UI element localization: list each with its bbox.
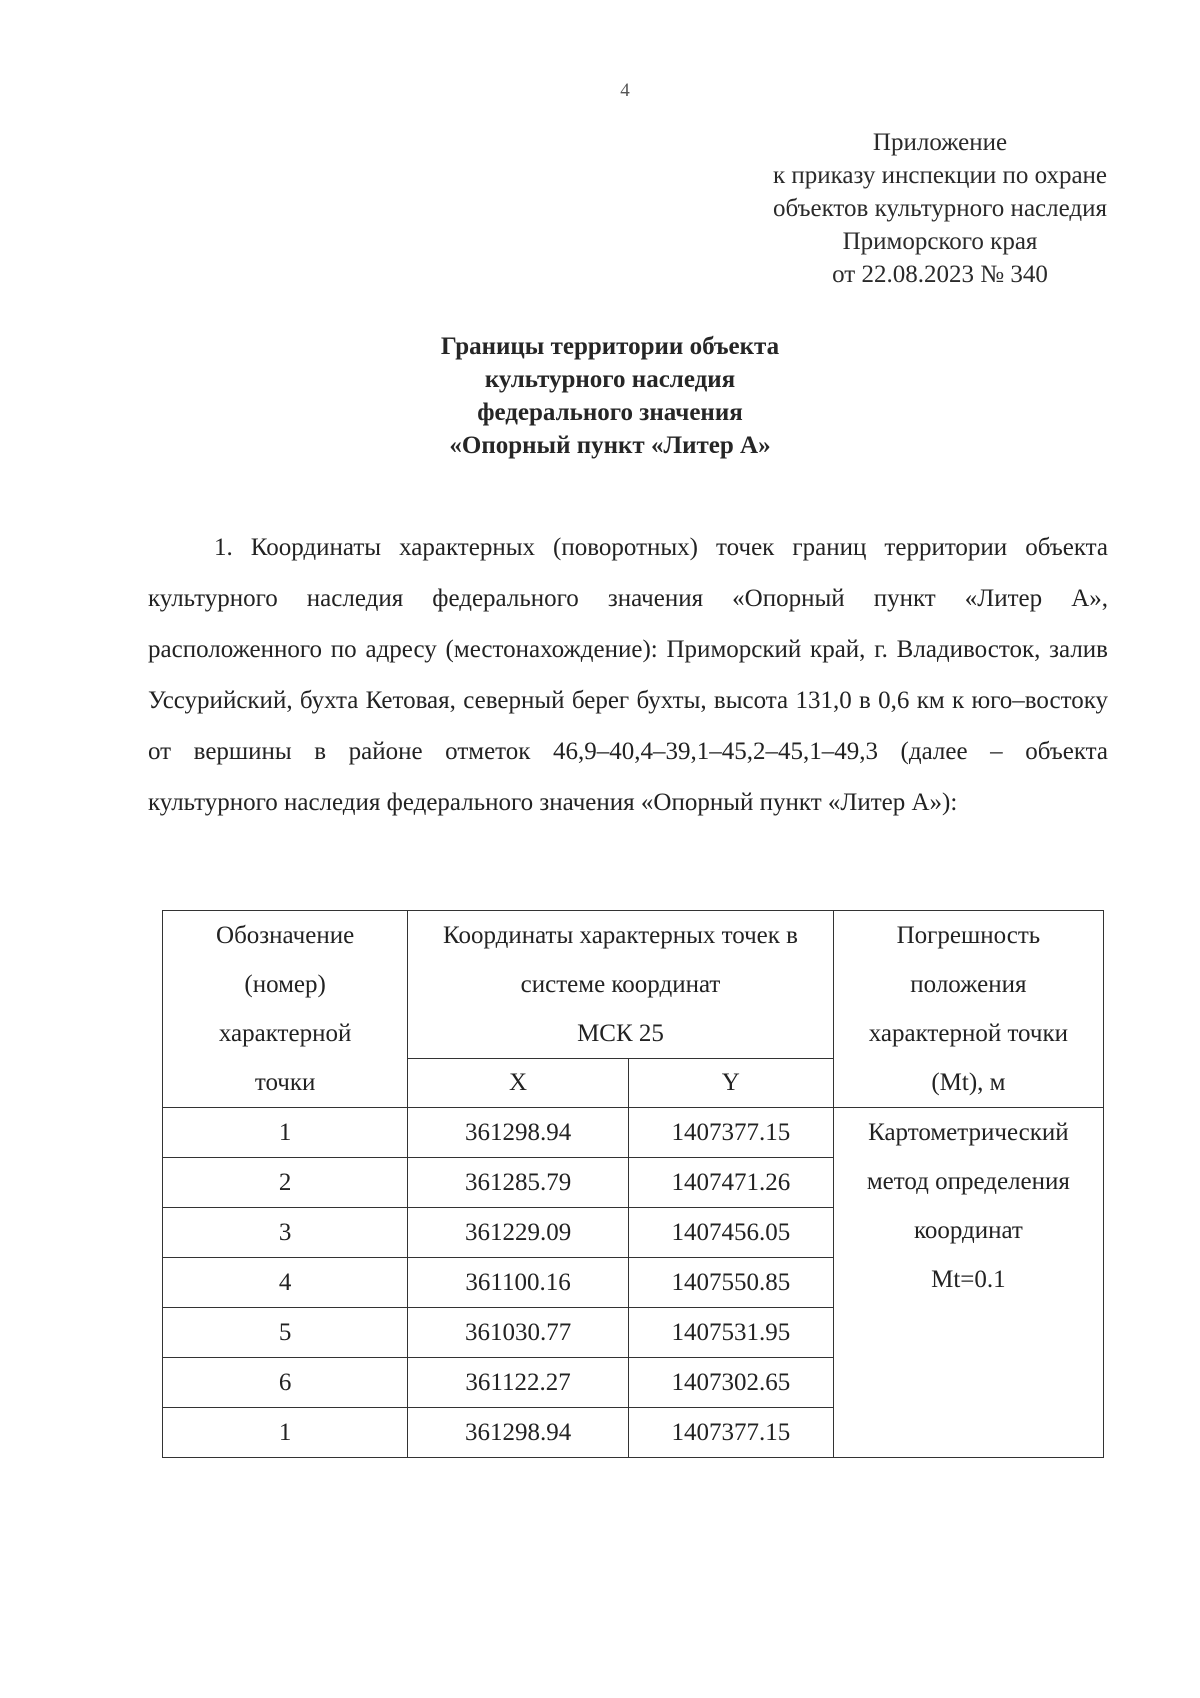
annex-block bbox=[740, 126, 1140, 291]
cell-point-number: 1 bbox=[163, 1408, 408, 1458]
cell-x: 361298.94 bbox=[408, 1108, 629, 1158]
cell-point-number: 4 bbox=[163, 1258, 408, 1308]
title-line: федерального значения bbox=[477, 399, 743, 426]
title-line: «Опорный пункт «Литер А» bbox=[449, 432, 771, 459]
annex-line: объектов культурного наследия bbox=[773, 195, 1107, 222]
cell-y: 1407550.85 bbox=[628, 1258, 833, 1308]
header-text: МСК 25 bbox=[577, 1020, 664, 1047]
cell-x: 361122.27 bbox=[408, 1358, 629, 1408]
annex-line: Приморского края bbox=[842, 228, 1038, 255]
header-error bbox=[833, 911, 1103, 1108]
cell-point-number: 6 bbox=[163, 1358, 408, 1408]
annex-line: к приказу инспекции по охране bbox=[772, 162, 1108, 189]
method-text: метод определения bbox=[866, 1168, 1070, 1195]
cell-y: 1407531.95 bbox=[628, 1308, 833, 1358]
header-text: Погрешность bbox=[896, 922, 1041, 949]
header-x: X bbox=[408, 1059, 629, 1108]
method-text: Mt=0.1 bbox=[931, 1266, 1006, 1293]
page-number: 4 bbox=[620, 80, 630, 101]
cell-point-number: 3 bbox=[163, 1208, 408, 1258]
cell-y: 1407471.26 bbox=[628, 1158, 833, 1208]
title-line: Границы территории объекта bbox=[440, 333, 780, 360]
cell-y: 1407456.05 bbox=[628, 1208, 833, 1258]
body-paragraph: 1. Координаты характерных (поворотных) точек границ территории объекта культурного наследия федерального значения «Опорный пункт «Литер А», расположенного по адресу (местонахождение): Приморский край, г. Владивосток, залив Уссурийский, бухта Кетовая, северный берег бухты, высота 131,0 в 0,6 км к юго–востоку от вершины в районе отметок 46,9–40,4–39,1–45,2–45,1–49,3 (далее – объекта культурного наследия федерального значения «Опорный пункт «Литер А»): bbox=[148, 534, 1108, 816]
cell-x: 361229.09 bbox=[408, 1208, 629, 1258]
table-row bbox=[163, 1108, 1104, 1158]
header-text: характерной bbox=[218, 1020, 352, 1047]
cell-x: 361030.77 bbox=[408, 1308, 629, 1358]
cell-method bbox=[833, 1108, 1103, 1458]
header-coordinates bbox=[408, 911, 834, 1059]
header-text: Обозначение bbox=[216, 922, 355, 949]
cell-x: 361285.79 bbox=[408, 1158, 629, 1208]
method-text: координат bbox=[913, 1217, 1023, 1244]
cell-x: 361100.16 bbox=[408, 1258, 629, 1308]
annex-date-line: от 22.08.2023 № 340 bbox=[832, 261, 1048, 288]
cell-y: 1407302.65 bbox=[628, 1358, 833, 1408]
table-header-row bbox=[163, 911, 1104, 1059]
header-text: положения bbox=[910, 971, 1027, 998]
cell-point-number: 1 bbox=[163, 1108, 408, 1158]
cell-y: 1407377.15 bbox=[628, 1108, 833, 1158]
header-text: Координаты характерных точек в bbox=[443, 922, 798, 949]
annex-line: Приложение bbox=[872, 129, 1008, 156]
header-y: Y bbox=[628, 1059, 833, 1108]
header-text: (Mt), м bbox=[931, 1069, 1006, 1096]
cell-point-number: 2 bbox=[163, 1158, 408, 1208]
header-designation bbox=[163, 911, 408, 1108]
cell-x: 361298.94 bbox=[408, 1408, 629, 1458]
cell-y: 1407377.15 bbox=[628, 1408, 833, 1458]
document-title bbox=[300, 330, 920, 462]
header-text: системе координат bbox=[520, 971, 721, 998]
method-text: Картометрический bbox=[868, 1119, 1069, 1146]
cell-point-number: 5 bbox=[163, 1308, 408, 1358]
header-text: (номер) bbox=[244, 971, 326, 998]
header-text: характерной точки bbox=[868, 1020, 1069, 1047]
coordinates-table bbox=[162, 910, 1104, 1458]
title-line: культурного наследия bbox=[484, 366, 736, 393]
header-text: точки bbox=[254, 1069, 316, 1096]
